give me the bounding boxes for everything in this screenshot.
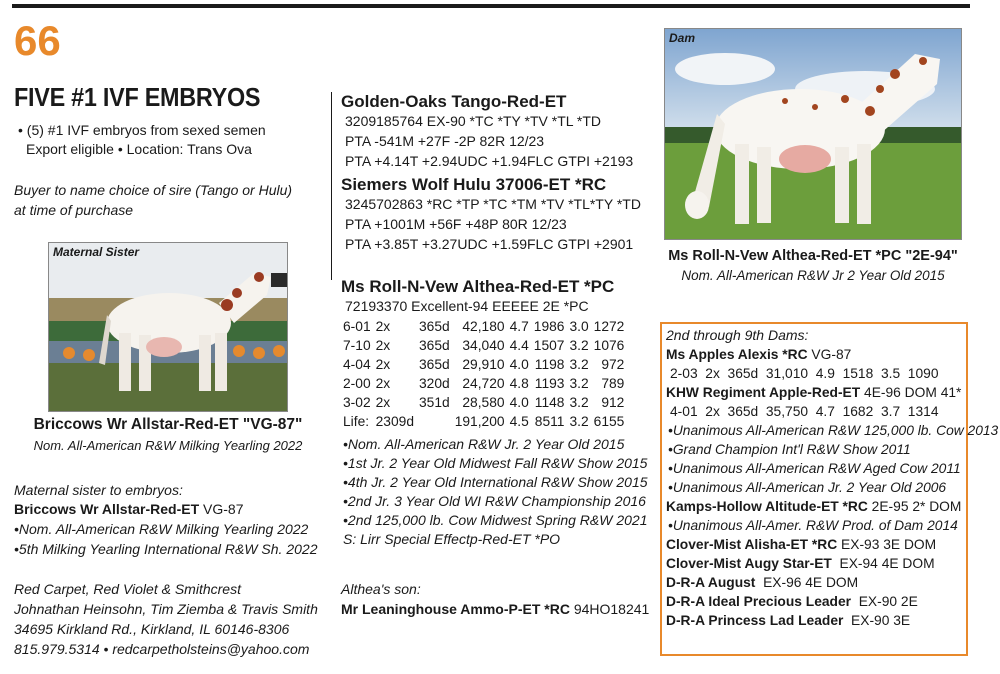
dam-record-cell: 3.2 <box>569 376 589 391</box>
dam-record-cell: Life: <box>343 414 370 429</box>
dam-record-cell: 2-00 <box>343 376 371 391</box>
dam-record-cell: 1507 <box>533 338 565 353</box>
pedigree-heading: 2nd through 9th Dams: <box>666 327 809 343</box>
dam-record-row <box>343 374 629 393</box>
dam-record-cell <box>419 412 455 431</box>
pedigree-detail: 2-03 2x 365d 31,010 4.9 1518 3.5 1090 <box>670 366 939 381</box>
pedigree-detail: •Unanimous All-American R&W Aged Cow 2011 <box>668 461 961 476</box>
pedigree-content <box>666 326 999 630</box>
pedigree-detail: EX-96 4E DOM <box>755 575 859 590</box>
dam-record-cell: 2x <box>375 319 391 334</box>
pedigree-line <box>666 573 966 592</box>
dam-record-row <box>343 393 629 412</box>
dam-honor: •2nd 125,000 lb. Cow Midwest Spring R&W 2021 <box>343 512 648 528</box>
pedigree-line <box>666 440 966 459</box>
intro-line-2: Export eligible • Location: Trans Ova <box>26 141 252 157</box>
pedigree-line <box>666 402 966 421</box>
pedigree-detail: EX-93 3E DOM <box>837 537 937 552</box>
dam-record-cell: 3-02 <box>343 395 371 410</box>
sire1-line-2: PTA -541M +27F -2P 82R 12/23 <box>345 133 545 149</box>
dam-cow-image <box>665 29 962 240</box>
dam-record-cell: 4.8 <box>509 376 529 391</box>
pedigree-line <box>666 497 966 516</box>
dam-record-cell: 4.5 <box>509 414 529 429</box>
pedigree-detail: EX-90 3E <box>843 613 911 628</box>
dam-record-cell: 1076 <box>593 338 625 353</box>
sister-name-line <box>14 500 244 519</box>
dam-record-cell: 2x <box>375 376 391 391</box>
dam-record-cell: 1193 <box>534 376 565 391</box>
dam-record-cell: 4.0 <box>509 357 529 372</box>
dam-record-cell: 3.2 <box>569 338 589 353</box>
pedigree-dam-name: D-R-A Princess Lad Leader <box>666 613 844 628</box>
sister-photo-label: Maternal Sister <box>53 245 140 259</box>
dam-record-cell: 7-10 <box>343 338 371 353</box>
sire1-line-1: 3209185764 EX-90 *TC *TY *TV *TL *TD <box>345 113 602 129</box>
sire2-name: Siemers Wolf Hulu 37006-ET *RC <box>341 175 607 194</box>
dam-record-cell: 1272 <box>593 319 625 334</box>
pedigree-line <box>666 383 966 402</box>
pedigree-dam-name: Clover-Mist Augy Star-ET <box>666 556 832 571</box>
pedigree-line <box>666 611 966 630</box>
dam-record-cell: 6155 <box>593 414 625 429</box>
dam-record-cell: 365d <box>419 338 450 353</box>
lot-number: 66 <box>14 17 61 64</box>
dam-record-cell: 4.0 <box>509 395 529 410</box>
dam-record-cell: 789 <box>601 376 625 391</box>
pedigree-detail: VG-87 <box>807 347 852 362</box>
consignor-line-3: 34695 Kirkland Rd., Kirkland, IL 60146-8306 <box>14 621 290 637</box>
dam-honor: •1st Jr. 2 Year Old Midwest Fall R&W Show 2015 <box>343 455 648 471</box>
consignor-line-2: Johnathan Heinsohn, Tim Ziemba & Travis Smith <box>14 601 318 617</box>
dam-record-cell: 320d <box>419 376 450 391</box>
dam-honors <box>343 435 648 549</box>
dam-record-cell: 28,580 <box>462 395 505 410</box>
pedigree-line <box>666 421 999 440</box>
pedigree-detail: •Unanimous All-Amer. R&W Prod. of Dam 2014 <box>668 518 958 533</box>
dam-record-row <box>343 355 629 374</box>
dam-record-cell: 3.2 <box>569 357 589 372</box>
dam-record-cell: 6-01 <box>343 319 371 334</box>
pedigree-detail: EX-94 4E DOM <box>831 556 935 571</box>
sister-photo-name: Briccows Wr Allstar-Red-ET "VG-87" <box>33 416 303 433</box>
sister-cow-image <box>49 243 288 412</box>
sire1-name: Golden-Oaks Tango-Red-ET <box>341 92 567 111</box>
dam-record-row <box>343 317 629 336</box>
dam-honor: •4th Jr. 2 Year Old International R&W Show 2015 <box>343 474 648 490</box>
page-title: FIVE #1 IVF EMBRYOS <box>14 82 261 112</box>
dam-photo-label: Dam <box>669 31 696 45</box>
dam-record-cell: 1198 <box>534 357 565 372</box>
sire2-line-1: 3245702863 *RC *TP *TC *TM *TV *TL*TY *TD <box>345 196 641 212</box>
dam-record-cell: 2309d <box>375 414 414 429</box>
pedigree-dam-name: D-R-A Ideal Precious Leader <box>666 594 852 609</box>
consignor-line-1: Red Carpet, Red Violet & Smithcrest <box>14 581 241 597</box>
pedigree-dam-name: Kamps-Hollow Altitude-ET *RC <box>666 499 868 514</box>
dam-record-cell: 4-04 <box>343 357 371 372</box>
sister-photo <box>48 242 288 412</box>
sister-score: VG-87 <box>203 501 244 517</box>
sister-photo-caption: Nom. All-American R&W Milking Yearling 2022 <box>33 438 303 453</box>
dam-record-cell: 2x <box>375 395 391 410</box>
pedigree-dam-name: Clover-Mist Alisha-ET *RC <box>666 537 838 552</box>
dam-record-cell: 912 <box>601 395 625 410</box>
pedigree-line <box>666 459 966 478</box>
dam-record-cell: 351d <box>419 395 450 410</box>
dam-photo <box>664 28 962 240</box>
pedigree-line <box>666 592 966 611</box>
pedigree-line <box>666 364 966 383</box>
pedigree-line <box>666 535 966 554</box>
top-rule <box>12 4 970 8</box>
dam-record-cell: 34,040 <box>462 338 505 353</box>
dam-record-cell: 29,910 <box>462 357 505 372</box>
sire-divider <box>331 92 332 280</box>
sire2-line-3: PTA +3.85T +3.27UDC +1.59FLC GTPI +2901 <box>345 236 634 252</box>
pedigree-line <box>666 478 966 497</box>
dam-record-cell: 4.4 <box>509 338 529 353</box>
son-name: Mr Leaninghouse Ammo-P-ET *RC <box>341 601 570 617</box>
dam-record-cell: 1986 <box>533 319 565 334</box>
pedigree-dam-name: D-R-A August <box>666 575 756 590</box>
dam-record-row <box>343 336 629 355</box>
dam-record-cell: 8511 <box>534 414 565 429</box>
pedigree-line <box>666 345 966 364</box>
dam-photo-name: Ms Roll-N-Vew Althea-Red-ET *PC "2E-94" <box>668 248 958 264</box>
dam-record-cell: 42,180 <box>462 319 505 334</box>
dam-records-table <box>343 317 629 431</box>
buyer-note-2: at time of purchase <box>14 202 134 218</box>
sister-name: Briccows Wr Allstar-Red-ET <box>14 501 200 517</box>
pedigree-line <box>666 516 966 535</box>
consignor-line-4: 815.979.5314 • redcarpetholsteins@yahoo.com <box>14 641 310 657</box>
dam-honor: •Nom. All-American R&W Jr. 2 Year Old 2015 <box>343 436 625 452</box>
dam-sire-line: S: Lirr Special Effectp-Red-ET *PO <box>343 531 561 547</box>
pedigree-detail: •Unanimous All-American R&W 125,000 lb. Cow 2013 <box>668 423 999 438</box>
dam-record-cell: 2x <box>375 357 391 372</box>
son-heading: Althea's son: <box>341 581 421 597</box>
son-code: 94HO18241 <box>573 601 650 617</box>
intro-line-1: • (5) #1 IVF embryos from sexed semen <box>18 122 266 138</box>
dam-reg-line: 72193370 Excellent-94 EEEEE 2E *PC <box>345 298 589 314</box>
sister-bullet-2: •5th Milking Yearling International R&W Sh. 2022 <box>14 541 318 557</box>
dam-record-cell: 4.7 <box>509 319 529 334</box>
dam-record-cell: 191,200 <box>454 414 505 429</box>
sister-bullet-1: •Nom. All-American R&W Milking Yearling 2022 <box>14 521 309 537</box>
pedigree-detail: •Unanimous All-American Jr. 2 Year Old 2006 <box>668 480 947 495</box>
son-name-line <box>341 600 649 619</box>
dam-record-cell: 2x <box>375 338 391 353</box>
pedigree-line <box>666 554 966 573</box>
sire1-line-3: PTA +4.14T +2.94UDC +1.94FLC GTPI +2193 <box>345 153 634 169</box>
dam-record-cell: 972 <box>601 357 625 372</box>
dam-name: Ms Roll-N-Vew Althea-Red-ET *PC <box>341 277 615 296</box>
dam-record-cell: 365d <box>419 357 450 372</box>
pedigree-detail: 4-01 2x 365d 35,750 4.7 1682 3.7 1314 <box>670 404 939 419</box>
pedigree-dam-name: Ms Apples Alexis *RC <box>666 347 808 362</box>
sire2-line-2: PTA +1001M +56F +48P 80R 12/23 <box>345 216 567 232</box>
buyer-note-1: Buyer to name choice of sire (Tango or Hulu) <box>14 182 293 198</box>
dam-record-cell: 3.2 <box>569 395 589 410</box>
dam-photo-caption: Nom. All-American R&W Jr 2 Year Old 2015 <box>681 268 945 283</box>
pedigree-detail: •Grand Champion Int'l R&W Show 2011 <box>668 442 911 457</box>
dam-honor: •2nd Jr. 3 Year Old WI R&W Championship 2016 <box>343 493 646 509</box>
dam-record-cell: 1148 <box>534 395 565 410</box>
dam-record-row <box>343 412 629 431</box>
pedigree-dam-name: KHW Regiment Apple-Red-ET <box>666 385 861 400</box>
dam-record-cell: 365d <box>419 319 450 334</box>
dam-record-cell: 24,720 <box>462 376 505 391</box>
pedigree-detail: 2E-95 2* DOM <box>867 499 962 514</box>
pedigree-detail: EX-90 2E <box>851 594 918 609</box>
dam-record-cell: 3.2 <box>569 414 589 429</box>
dam-record-cell: 3.0 <box>569 319 589 334</box>
pedigree-detail: 4E-96 DOM 41* <box>860 385 962 400</box>
sister-heading: Maternal sister to embryos: <box>14 482 183 498</box>
